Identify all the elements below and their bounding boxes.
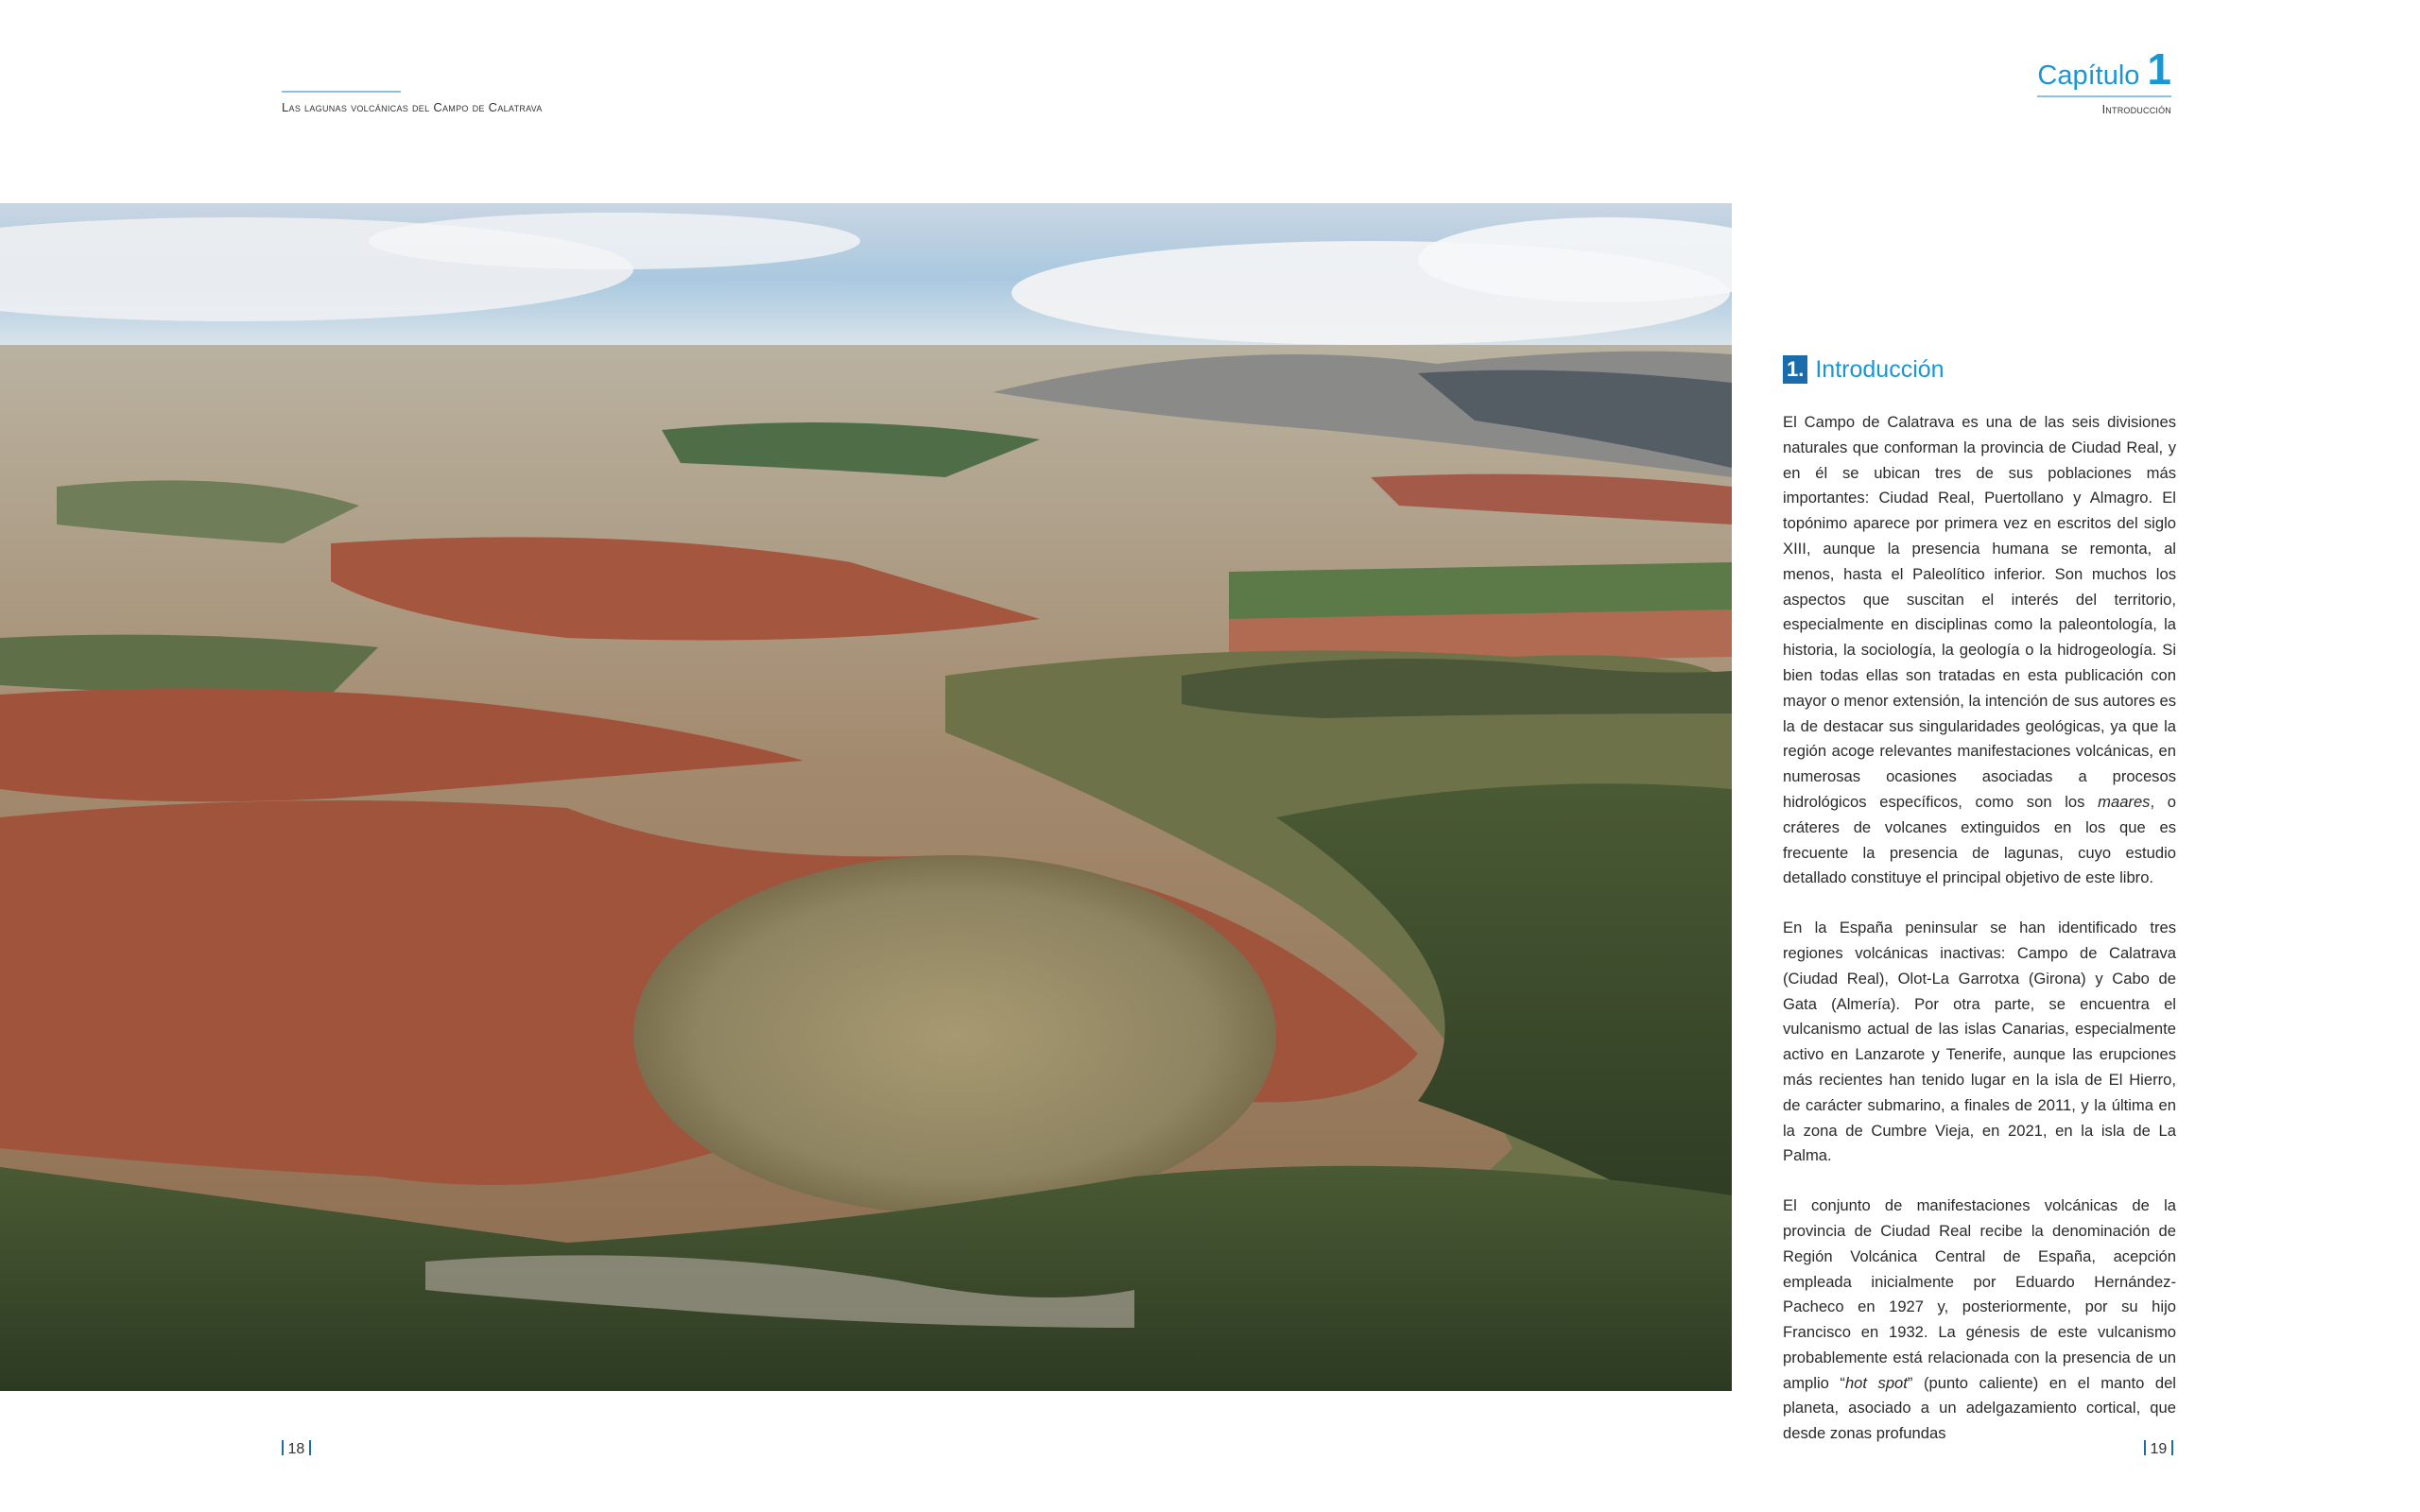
paragraph-1	[1783, 410, 2176, 891]
section-title: Introducción	[1815, 355, 1945, 383]
landscape-illustration	[0, 203, 1732, 1391]
chapter-number: 1	[2147, 44, 2171, 94]
folio-bar	[282, 1440, 284, 1455]
folio-bar	[2144, 1440, 2146, 1455]
book-title: Las lagunas volcánicas del Campo de Calatrava	[282, 100, 543, 114]
page-number-left	[282, 1440, 311, 1458]
paragraph-3	[1783, 1194, 2176, 1447]
chapter-subtitle: Introducción	[2101, 103, 2171, 116]
paragraph-3-emphasis: hot spot	[1844, 1373, 1908, 1392]
chapter-word: Capítulo	[2037, 60, 2140, 91]
folio-bar	[2171, 1440, 2173, 1455]
paragraph-1-text-a: El Campo de Calatrava es una de las seis divisiones naturales que conforman la provincia de Ciudad Real, y en él se ubican tres de sus poblaciones más importantes: Ciudad Real, Puertollano y Almagro. El topónimo aparece por primera vez en escritos del siglo XIII, aunque la presencia humana se remonta, al menos, hasta el Paleolítico inferior. Son muchos los aspectos que suscitan el interés del territorio, especialmente en disciplinas como la paleontología, la historia, la sociología, la geología o la hidrogeología. Si bien todas ellas son tratadas en esta publicación con mayor o menor extensión, la intención de sus autores es la de destacar sus singularidades geológicas, ya que la región acoge relevantes manifestaciones volcánicas, en numerosas ocasiones asociadas a procesos hidrológicos específicos, como son los	[1783, 413, 2176, 811]
text-column	[1783, 355, 2176, 1471]
paragraph-3-text-a: El conjunto de manifestaciones volcánicas de la provincia de Ciudad Real recibe la denominación de Región Volcánica Central de España, acepción empleada inicialmente por Eduardo Hernández-Pacheco en 1927 y, posteriormente, por su hijo Francisco en 1932. La génesis de este vulcanismo probablemente está relacionada con la presencia de un amplio “	[1783, 1196, 2176, 1392]
page-number-right-value: 19	[2150, 1441, 2168, 1457]
running-header-left	[282, 91, 543, 114]
paragraph-3-text-b: ” (punto caliente) en el manto del planeta, asociado a un adelgazamiento cortical, que desde zonas profundas	[1783, 1373, 2176, 1443]
paragraph-1-emphasis: maares	[2098, 792, 2151, 811]
folio-bar	[309, 1440, 311, 1455]
section-heading	[1783, 355, 2176, 384]
paragraph-2: En la España peninsular se han identificado tres regiones volcánicas inactivas: Campo de Calatrava (Ciudad Real), Olot-La Garrotxa (Girona) y Cabo de Gata (Almería). Por otra parte, se encuentra el vulcanismo actual de las islas Canarias, especialmente activo en Lanzarote y Tenerife, aunque las erupciones más recientes han tenido lugar en la isla de El Hierro, de carácter submarino, a finales de 2011, y la última en la zona de Cumbre Vieja, en 2021, en la isla de La Palma.	[1783, 919, 2176, 1165]
section-number: 1.	[1783, 355, 1807, 384]
aerial-landscape-photo	[0, 203, 1732, 1391]
header-rule-right	[2037, 95, 2171, 97]
chapter-label	[2037, 44, 2171, 94]
header-rule-left	[282, 91, 401, 93]
page-number-left-value: 18	[287, 1441, 305, 1457]
page-number-right	[2144, 1440, 2173, 1458]
running-header-right	[2037, 44, 2171, 116]
paragraph-1-text-b: , o cráteres de volcanes extinguidos en los que es frecuente la presencia de lagunas, cuyo estudio detallado constituye el principal objetivo de este libro.	[1783, 792, 2177, 887]
